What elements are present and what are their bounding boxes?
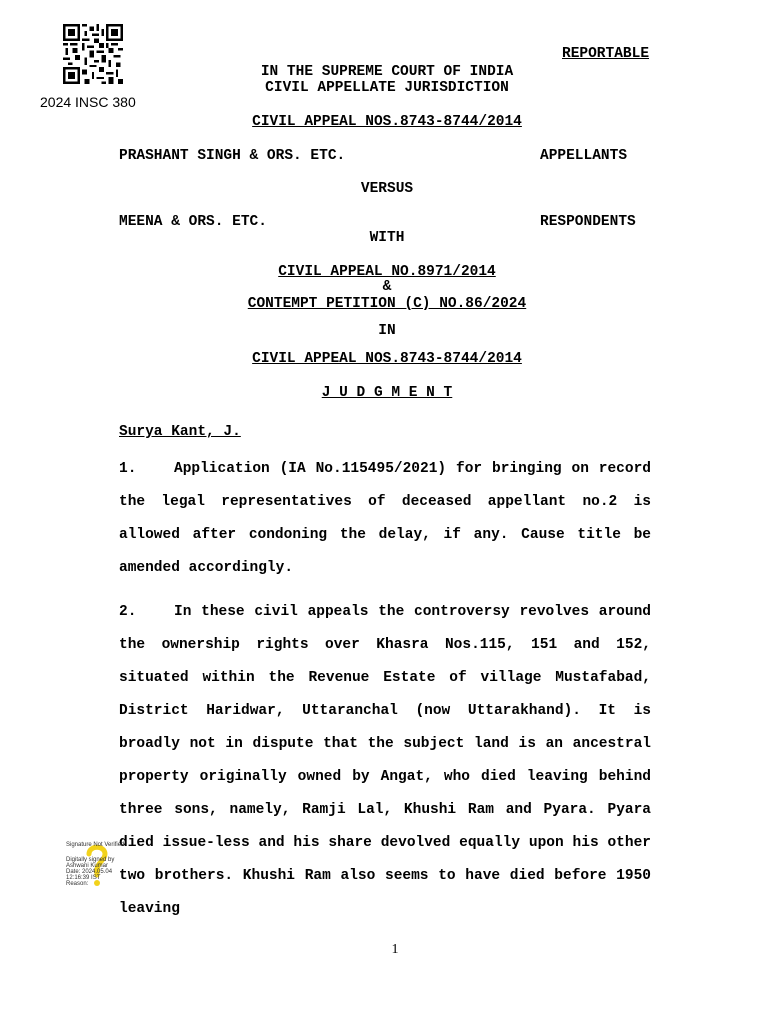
respondent-role: RESPONDENTS [540, 214, 636, 230]
versus-label: VERSUS [360, 181, 414, 197]
paragraph-text: In these civil appeals the controversy revolves around the ownership rights over Khasra Nos.115, 151 and 152, situated within the Revenue Estate of village Mustafabad, District Haridwar, Uttaranchal (now Uttarakhand). It is broadly not in dispute that the subject land is an ancestral property originally owned by Angat, who died leaving behind three sons, namely, Ramji Lal, Khushi Ram and Pyara. Pyara died issue-less and his share devolved equally upon his other two brothers. Khushi Ram also seems to have died before 1950 leaving [119, 604, 651, 917]
paragraph-text: Application (IA No.115495/2021) for bringing on record the legal representatives of deceased appellant no.2 is allowed after condoning the delay, if any. Cause title be amended accordingly. [119, 461, 651, 576]
court-name: IN THE SUPREME COURT OF INDIA [260, 64, 514, 80]
case-number-repeat: CIVIL APPEAL NOS.8743-8744/2014 [252, 351, 522, 367]
contempt-petition: CONTEMPT PETITION (C) NO.86/2024 [247, 296, 527, 312]
judge-name: Surya Kant, J. [119, 424, 241, 440]
paragraph-2 [119, 596, 651, 926]
page-number: 1 [391, 942, 399, 957]
jurisdiction: CIVIL APPELLATE JURISDICTION [265, 80, 509, 96]
signature-reason: Reason: [66, 881, 89, 887]
with-label: WITH [369, 230, 405, 246]
citation-label: 2024 INSC 380 [40, 94, 136, 110]
in-label: IN [378, 323, 396, 339]
signature-date: Date: 2024.05.04 [66, 869, 113, 875]
connected-appeal: CIVIL APPEAL NO.8971/2014 [278, 264, 496, 280]
appellant-name: PRASHANT SINGH & ORS. ETC. [119, 148, 346, 164]
paragraph-number: 1. [119, 461, 137, 477]
signature-signer: Ashwani Kumar [66, 863, 109, 869]
ampersand-label: & [382, 279, 392, 295]
judgment-heading: J U D G M E N T [321, 385, 453, 401]
paragraph-1 [119, 453, 651, 585]
respondent-name: MEENA & ORS. ETC. [119, 214, 267, 230]
signature-status: Signature Not Verified [66, 842, 125, 848]
signature-line: Digitally signed by [66, 857, 115, 863]
reportable-label: REPORTABLE [562, 46, 650, 62]
case-number-main: CIVIL APPEAL NOS.8743-8744/2014 [252, 114, 522, 130]
appellant-role: APPELLANTS [540, 148, 628, 164]
digital-signature-stamp [66, 842, 126, 890]
signature-time: 12:16:39 IST [66, 875, 101, 881]
paragraph-number: 2. [119, 604, 137, 620]
